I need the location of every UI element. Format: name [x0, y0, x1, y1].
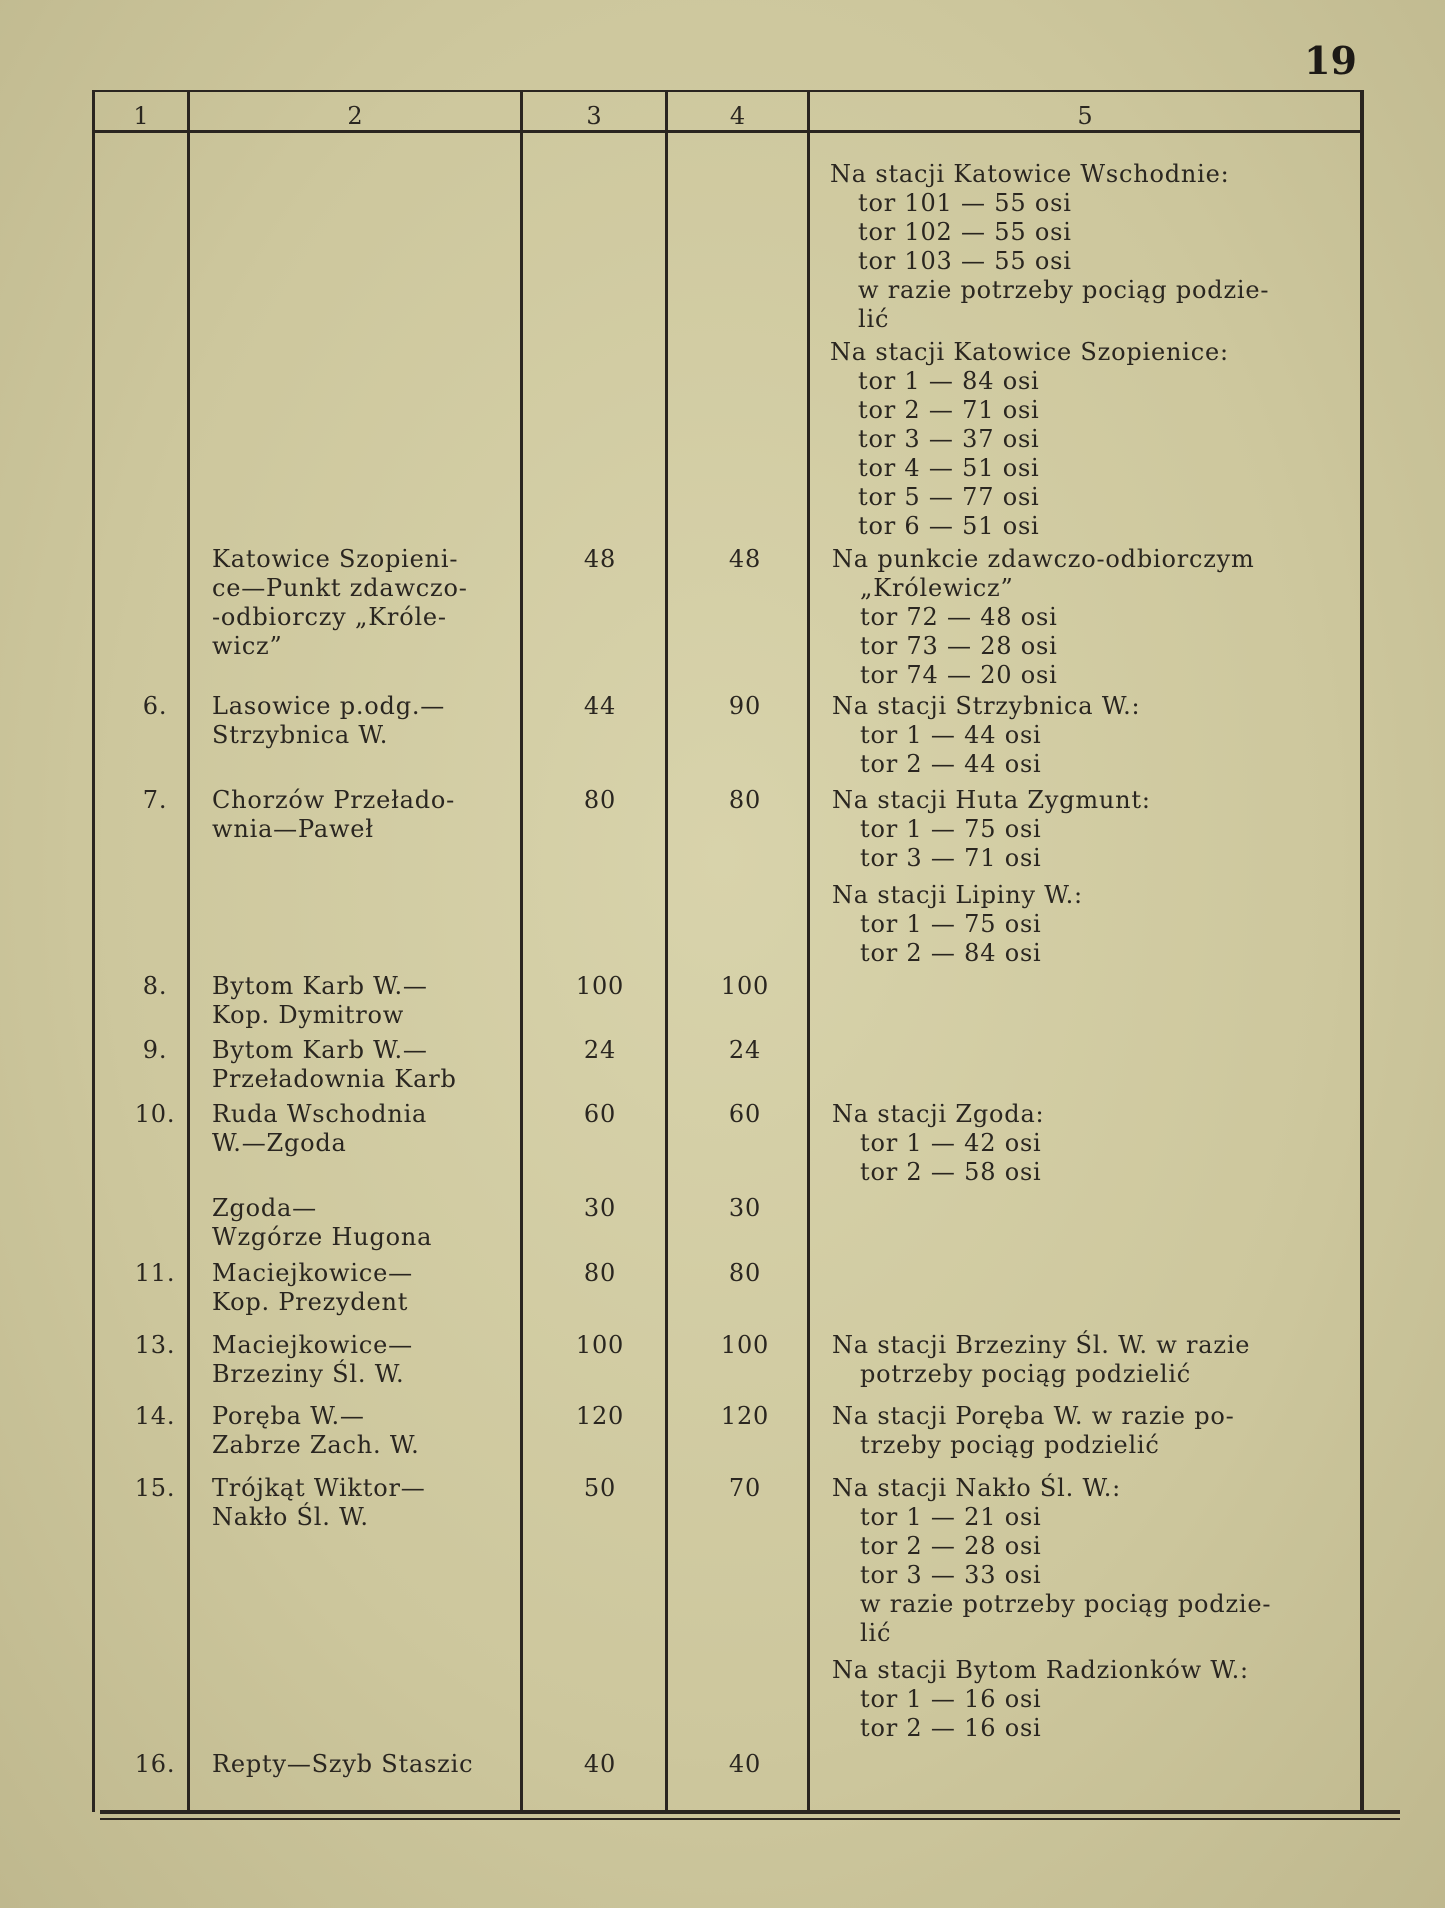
value-col3: 60 — [583, 1100, 617, 1128]
route-name — [212, 692, 532, 750]
row-number: 14. — [134, 1402, 176, 1430]
value-col4: 70 — [728, 1474, 762, 1502]
note-line: tor 2 — 84 osi — [860, 939, 1042, 967]
column-header-3: 3 — [586, 102, 602, 130]
note-line: trzeby pociąg podzielić — [860, 1431, 1160, 1459]
route-name — [212, 786, 532, 844]
route-line: wicz” — [212, 632, 283, 660]
route-line: Maciejkowice— — [212, 1259, 413, 1287]
note-line: tor 1 — 16 osi — [860, 1685, 1042, 1713]
note-line: „Królewicz” — [860, 574, 1014, 602]
column-divider — [187, 92, 190, 1812]
note-heading: Na stacji Zgoda: — [832, 1100, 1045, 1128]
column-header-1: 1 — [133, 102, 149, 130]
route-name — [212, 1402, 532, 1460]
header-rule — [95, 130, 1360, 133]
value-col3: 24 — [583, 1036, 617, 1064]
route-line: Brzeziny Śl. W. — [212, 1360, 405, 1388]
row-number: 16. — [134, 1750, 176, 1778]
column-header-2: 2 — [347, 102, 363, 130]
value-col3: 80 — [583, 786, 617, 814]
note-line: tor 1 — 21 osi — [860, 1503, 1042, 1531]
row-number: 9. — [142, 1036, 168, 1064]
note-heading: Na punkcie zdawczo-odbiorczym — [832, 545, 1255, 573]
note-heading: Na stacji Lipiny W.: — [832, 881, 1083, 909]
top-note-katowice-szopienice — [830, 338, 1360, 541]
route-line: Katowice Szopieni- — [212, 545, 459, 573]
note-line: tor 1 — 84 osi — [858, 367, 1040, 395]
route-line: Maciejkowice— — [212, 1331, 413, 1359]
route-line: W.—Zgoda — [212, 1129, 347, 1157]
column-divider — [520, 92, 523, 1812]
value-col3: 100 — [575, 972, 625, 1000]
note-line: tor 102 — 55 osi — [858, 218, 1072, 246]
note-heading: Na stacji Huta Zygmunt: — [832, 786, 1151, 814]
note-line: tor 74 — 20 osi — [860, 661, 1058, 689]
note-heading: Na stacji Brzeziny Śl. W. w razie — [832, 1331, 1251, 1359]
column-header-4: 4 — [729, 102, 746, 130]
bottom-rule — [100, 1818, 1400, 1820]
value-col4: 80 — [728, 1259, 762, 1287]
route-name — [212, 972, 532, 1030]
column-divider — [665, 92, 668, 1812]
route-name — [212, 1750, 532, 1779]
note-line: tor 73 — 28 osi — [860, 632, 1058, 660]
note-line: tor 3 — 37 osi — [858, 425, 1040, 453]
route-line: Kop. Dymitrow — [212, 1001, 405, 1029]
note-line: tor 103 — 55 osi — [858, 247, 1072, 275]
value-col3: 80 — [583, 1259, 617, 1287]
note-line: tor 3 — 71 osi — [860, 844, 1042, 872]
route-line: -odbiorczy „Króle- — [212, 603, 447, 631]
note — [832, 1402, 1360, 1460]
note-line: tor 6 — 51 osi — [858, 512, 1040, 540]
note-line: lić — [860, 1619, 892, 1647]
top-note-katowice-wschodnie — [830, 160, 1360, 334]
route-name — [212, 1474, 532, 1532]
route-name — [212, 1259, 532, 1317]
value-col3: 30 — [583, 1194, 617, 1222]
value-col3: 44 — [583, 692, 617, 720]
note-heading: Na stacji Bytom Radzionków W.: — [832, 1656, 1249, 1684]
bottom-rule — [100, 1810, 1400, 1814]
note-heading: Na stacji Nakło Śl. W.: — [832, 1474, 1122, 1502]
value-col4: 90 — [728, 692, 762, 720]
note-line: tor 2 — 71 osi — [858, 396, 1040, 424]
note-line: tor 2 — 28 osi — [860, 1532, 1042, 1560]
note-line: w razie potrzeby pociąg podzie- — [860, 1590, 1272, 1618]
note-line: tor 2 — 16 osi — [860, 1714, 1042, 1742]
row-number: 10. — [134, 1100, 176, 1128]
route-line: wnia—Paweł — [212, 815, 374, 843]
value-col4: 60 — [728, 1100, 762, 1128]
route-line: Nakło Śl. W. — [212, 1503, 369, 1531]
page-number: 19 — [1304, 38, 1357, 83]
note-line: tor 1 — 44 osi — [860, 721, 1042, 749]
value-col3: 120 — [575, 1402, 625, 1430]
note-line: tor 72 — 48 osi — [860, 603, 1058, 631]
value-col4: 100 — [720, 972, 770, 1000]
row-number: 11. — [134, 1259, 176, 1287]
note-line: lić — [858, 305, 890, 333]
row-number: 8. — [142, 972, 168, 1000]
value-col3: 48 — [583, 545, 617, 573]
note-line: tor 1 — 75 osi — [860, 910, 1042, 938]
column-header-5: 5 — [1077, 102, 1093, 130]
route-name — [212, 1194, 532, 1252]
value-col4: 100 — [720, 1331, 770, 1359]
route-name — [212, 1036, 532, 1094]
route-line: Wzgórze Hugona — [212, 1223, 433, 1251]
note-line: w razie potrzeby pociąg podzie- — [858, 276, 1270, 304]
route-line: Przeładownia Karb — [212, 1065, 457, 1093]
route-line: Lasowice p.odg.— — [212, 692, 446, 720]
note-line: tor 2 — 44 osi — [860, 750, 1042, 778]
route-line: Poręba W.— — [212, 1402, 365, 1430]
row-number: 13. — [134, 1331, 176, 1359]
note-line: potrzeby pociąg podzielić — [860, 1360, 1192, 1388]
value-col3: 50 — [583, 1474, 617, 1502]
note-line: tor 4 — 51 osi — [858, 454, 1040, 482]
note — [832, 1100, 1360, 1187]
route-line: Bytom Karb W.— — [212, 1036, 428, 1064]
note — [832, 692, 1360, 779]
note-line: tor 2 — 58 osi — [860, 1158, 1042, 1186]
note-heading: Na stacji Katowice Wschodnie: — [830, 160, 1230, 188]
column-divider — [807, 92, 810, 1812]
note — [832, 1331, 1360, 1389]
row-number: 6. — [142, 692, 168, 720]
note — [832, 786, 1360, 968]
route-line: Ruda Wschodnia — [212, 1100, 428, 1128]
value-col4: 30 — [728, 1194, 762, 1222]
route-line: Kop. Prezydent — [212, 1288, 409, 1316]
route-line: Chorzów Przełado- — [212, 786, 456, 814]
value-col3: 100 — [575, 1331, 625, 1359]
route-line: Bytom Karb W.— — [212, 972, 428, 1000]
value-col4: 24 — [728, 1036, 762, 1064]
route-line: ce—Punkt zdawczo- — [212, 574, 468, 602]
value-col4: 40 — [728, 1750, 762, 1778]
note-line: tor 1 — 75 osi — [860, 815, 1042, 843]
route-line: Zabrze Zach. W. — [212, 1431, 420, 1459]
value-col4: 120 — [720, 1402, 770, 1430]
value-col4: 48 — [728, 545, 762, 573]
note-heading: Na stacji Poręba W. w razie po- — [832, 1402, 1235, 1430]
note-line: tor 1 — 42 osi — [860, 1129, 1042, 1157]
route-line: Zgoda— — [212, 1194, 317, 1222]
value-col3: 40 — [583, 1750, 617, 1778]
route-name — [212, 1100, 532, 1158]
route-name — [212, 545, 532, 661]
note-heading: Na stacji Strzybnica W.: — [832, 692, 1141, 720]
value-col4: 80 — [728, 786, 762, 814]
route-line: Repty—Szyb Staszic — [212, 1750, 474, 1778]
note-line: tor 101 — 55 osi — [858, 189, 1072, 217]
note — [832, 1474, 1360, 1743]
note — [832, 545, 1360, 690]
note-line: tor 3 — 33 osi — [860, 1561, 1042, 1589]
row-number: 7. — [142, 786, 168, 814]
route-line: Trójkąt Wiktor— — [212, 1474, 426, 1502]
note-heading: Na stacji Katowice Szopienice: — [830, 338, 1229, 366]
route-line: Strzybnica W. — [212, 721, 389, 749]
route-name — [212, 1331, 532, 1389]
note-line: tor 5 — 77 osi — [858, 483, 1040, 511]
row-number: 15. — [134, 1474, 176, 1502]
